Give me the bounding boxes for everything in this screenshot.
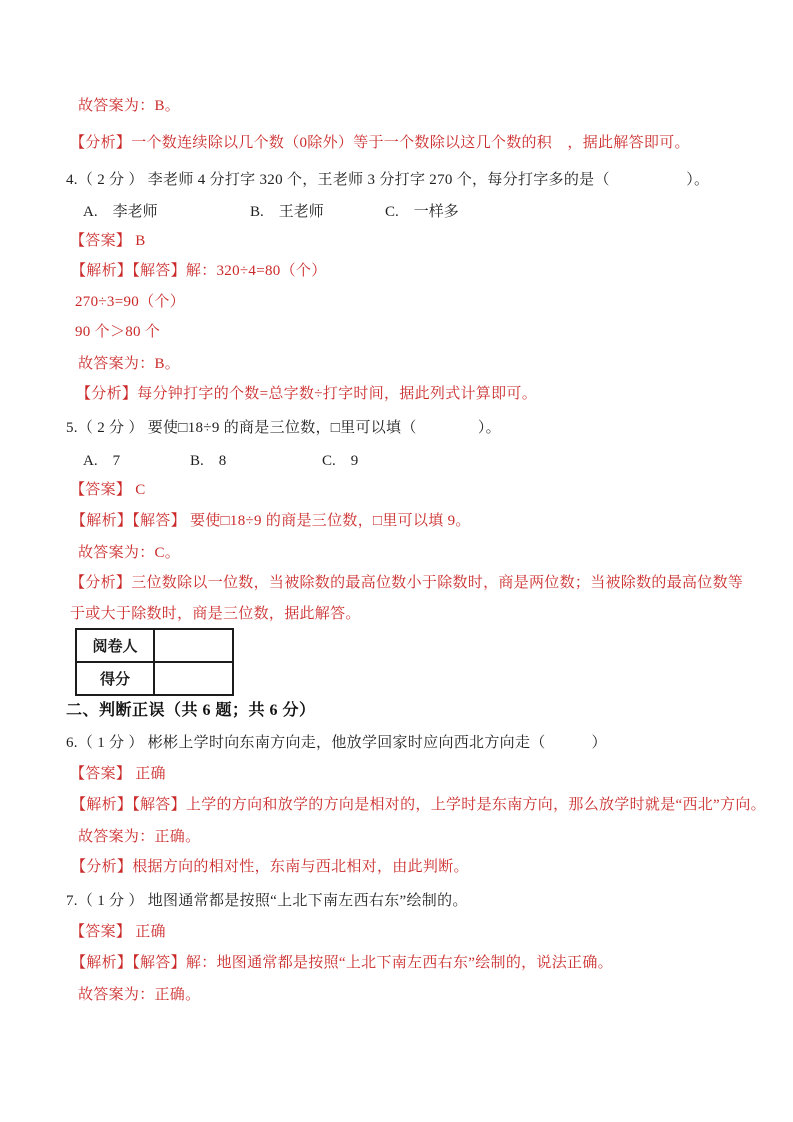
q4-answer-note: 故答案为：B。: [78, 356, 181, 372]
score-table-row-score: [76, 662, 233, 695]
q7-answer-note: 故答案为：正确。: [78, 987, 201, 1003]
q6-stem: 6.（ 1 分 ） 彬彬上学时向东南方向走，他放学回家时应向西北方向走（ ）: [66, 735, 607, 751]
q5-answer-note: 故答案为：C。: [78, 545, 181, 561]
q6-analysis: 【分析】根据方向的相对性，东南与西北相对，由此判断。: [71, 859, 469, 875]
q6-solution: 【解析】【解答】上学的方向和放学的方向是相对的，上学时是东南方向，那么放学时就是“西北”方向。: [71, 797, 766, 813]
q5-option-a: A. 7: [83, 453, 121, 469]
q4-answer: 【答案】 B: [70, 233, 146, 249]
score-value-cell: [154, 662, 233, 695]
q7-solution: 【解析】【解答】解：地图通常都是按照“上北下南左西右东”绘制的，说法正确。: [71, 955, 613, 971]
q4-solution-2: 270÷3=90（个）: [75, 294, 185, 310]
q6-answer: 【答案】 正确: [70, 766, 166, 782]
q4-option-a: A. 李老师: [83, 204, 158, 220]
q5-solution: 【解析】【解答】 要使□18÷9 的商是三位数，□里可以填 9。: [71, 513, 471, 529]
q4-option-c: C. 一样多: [385, 204, 459, 220]
q5-option-b: B. 8: [190, 453, 227, 469]
q5-answer: 【答案】 C: [70, 482, 146, 498]
section2-heading: 二、判断正误（共 6 题；共 6 分）: [66, 702, 316, 719]
q7-answer: 【答案】 正确: [70, 924, 166, 940]
q6-answer-note: 故答案为：正确。: [78, 829, 201, 845]
q4-stem: 4.（ 2 分 ） 李老师 4 分打字 320 个，王老师 3 分打字 270 个，每分打字多的是（ ）。: [66, 172, 710, 188]
grader-label-cell: 阅卷人: [76, 629, 154, 662]
q4-solution-3: 90 个＞80 个: [75, 324, 161, 340]
q5-option-c: C. 9: [322, 453, 359, 469]
q3-analysis: 【分析】一个数连续除以几个数（0除外）等于一个数除以这几个数的积 ，据此解答即可。: [70, 135, 690, 151]
q3-answer-note: 故答案为：B。: [78, 98, 181, 114]
score-table-row-grader: [76, 629, 233, 662]
grader-value-cell: [154, 629, 233, 662]
q4-option-b: B. 王老师: [250, 204, 324, 220]
q7-stem: 7.（ 1 分 ） 地图通常都是按照“上北下南左西右东”绘制的。: [66, 893, 468, 909]
q5-analysis: 【分析】三位数除以一位数，当被除数的最高位数小于除数时，商是两位数；当被除数的最高位数等于或大于除数时，商是三位数，据此解答。: [70, 575, 744, 622]
score-table: [75, 628, 234, 696]
q4-analysis: 【分析】每分钟打字的个数=总字数÷打字时间，据此列式计算即可。: [76, 386, 537, 402]
q4-solution-1: 【解析】【解答】解：320÷4=80（个）: [71, 263, 327, 279]
score-label-cell: 得分: [76, 662, 154, 695]
q5-stem: 5.（ 2 分 ） 要使□18÷9 的商是三位数，□里可以填（ ）。: [66, 420, 501, 436]
